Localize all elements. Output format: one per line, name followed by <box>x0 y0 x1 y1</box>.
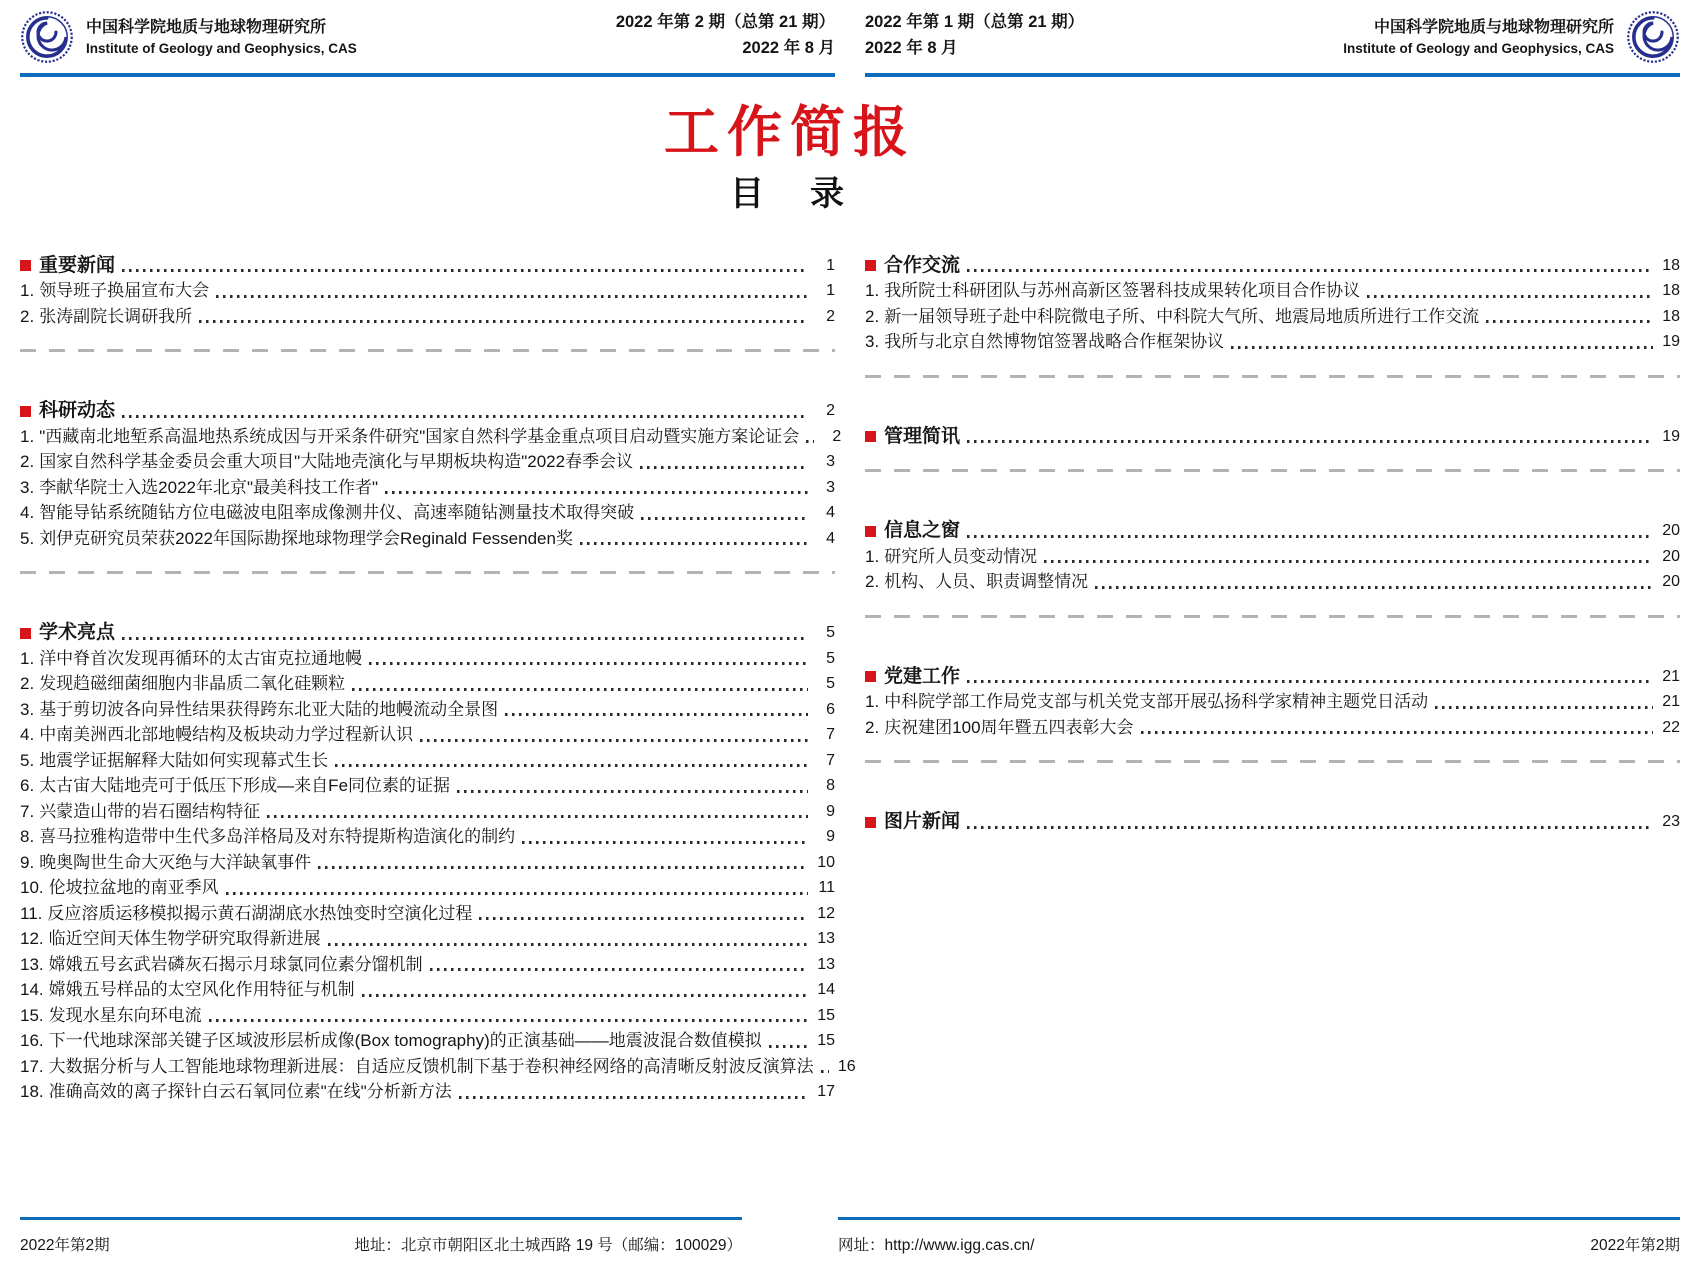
toc-item-title: 研究所人员变动情况 <box>884 546 1038 566</box>
institute-name-en: Institute of Geology and Geophysics, CAS <box>86 40 357 56</box>
toc-item <box>20 278 835 304</box>
toc-item-title: 洋中脊首次发现再循环的太古宙克拉通地幔 <box>39 648 363 668</box>
page-number: 21 <box>1662 667 1680 685</box>
toc-item-title: 地震学证据解释大陆如何实现幕式生长 <box>39 750 329 770</box>
toc-item-number: 15. <box>20 1005 44 1025</box>
footer-issue-label: 2022年第2期 <box>1590 1237 1680 1254</box>
toc-section-title: 科研动态 <box>39 400 116 422</box>
toc-item <box>20 977 835 1003</box>
dot-leader <box>352 688 808 691</box>
page-number: 15 <box>817 1006 835 1024</box>
toc-item <box>20 526 835 552</box>
toc-item <box>20 901 835 927</box>
section-bullet-icon <box>20 260 31 271</box>
toc-item-number: 2. <box>20 452 35 472</box>
toc-item-number: 11. <box>20 903 43 923</box>
toc-item-number: 2. <box>865 306 880 326</box>
dot-leader <box>362 994 808 997</box>
toc-section-title: 管理简讯 <box>884 425 961 447</box>
section-bullet-icon <box>865 817 876 828</box>
page-number: 4 <box>826 504 835 522</box>
toc-item-title: 发现水星东向环电流 <box>48 1005 202 1025</box>
page-number: 2 <box>826 307 835 325</box>
toc-item-number: 6. <box>20 776 35 796</box>
toc-item <box>865 715 1680 741</box>
page-number: 19 <box>1662 333 1680 351</box>
dashed-separator <box>20 571 835 574</box>
page-number: 1 <box>826 256 835 274</box>
page-number: 20 <box>1662 547 1680 565</box>
page-number: 18 <box>1662 282 1680 300</box>
page-number: 18 <box>1662 307 1680 325</box>
toc-item <box>20 1079 835 1105</box>
page-number: 8 <box>826 777 835 795</box>
dot-leader <box>806 440 814 443</box>
section-bullet-icon <box>865 260 876 271</box>
page-number: 12 <box>817 904 835 922</box>
dot-leader <box>328 943 808 946</box>
page-number: 20 <box>1662 573 1680 591</box>
dot-leader <box>1435 706 1653 709</box>
toc-item <box>865 569 1680 595</box>
toc-column-left <box>20 251 856 1105</box>
toc-section-header <box>865 664 1680 690</box>
page-number: 4 <box>826 529 835 547</box>
dot-leader <box>385 491 808 494</box>
toc-item-number: 2. <box>20 306 35 326</box>
dot-leader <box>122 269 808 272</box>
dot-leader <box>420 739 808 742</box>
toc-item-title: 中科院学部工作局党支部与机关党支部开展弘扬科学家精神主题党日活动 <box>884 692 1429 712</box>
toc-item <box>20 926 835 952</box>
section-bullet-icon <box>20 628 31 639</box>
toc-item <box>20 952 835 978</box>
igg-cas-logo-icon <box>1626 10 1680 64</box>
dot-leader <box>1095 586 1653 589</box>
title-block <box>0 103 1580 213</box>
toc-item-number: 2. <box>865 717 880 737</box>
toc-item-number: 14. <box>20 980 44 1000</box>
toc-item-title: 我所与北京自然博物馆签署战略合作框架协议 <box>884 332 1225 352</box>
page-headers <box>0 0 1700 77</box>
dot-leader <box>967 826 1653 829</box>
footer-website: 网址：http://www.igg.cas.cn/ <box>838 1237 1035 1254</box>
footer-address: 地址：北京市朝阳区北土城西路 19 号（邮编：100029） <box>354 1237 742 1254</box>
toc-section-header <box>20 620 835 646</box>
toc-section-title: 学术亮点 <box>39 622 116 644</box>
toc-item-number: 5. <box>20 750 35 770</box>
toc-item-title: 发现趋磁细菌细胞内非晶质二氧化硅颗粒 <box>39 674 346 694</box>
dot-leader <box>318 866 808 869</box>
toc-item <box>865 278 1680 304</box>
toc-item-title: 智能导钻系统随钻方位电磁波电阻率成像测井仪、高速率随钻测量技术取得突破 <box>39 503 635 523</box>
toc-item <box>20 1003 835 1029</box>
toc-item <box>20 773 835 799</box>
page-number: 7 <box>826 751 835 769</box>
institute-name-cn: 中国科学院地质与地球物理研究所 <box>86 18 327 36</box>
toc-item-number: 9. <box>20 852 35 872</box>
issue-number: 2022 年第 2 期（总第 21 期） <box>615 13 835 31</box>
dashed-separator <box>865 375 1680 378</box>
page-number: 19 <box>1662 427 1680 445</box>
toc-item-title: 反应溶质运移模拟揭示黄石湖湖底水热蚀变时空演化过程 <box>47 903 473 923</box>
toc-item-title: 刘伊克研究员荣获2022年国际勘探地球物理学会Reginald Fessenden奖 <box>39 528 573 548</box>
issue-info-left <box>616 10 835 61</box>
toc-item <box>20 646 835 672</box>
section-bullet-icon <box>865 671 876 682</box>
dot-leader <box>967 269 1653 272</box>
page-number: 5 <box>826 649 835 667</box>
toc-item-number: 1. <box>20 426 35 446</box>
toc-section-header <box>865 809 1680 835</box>
toc-item <box>865 329 1680 355</box>
dashed-separator <box>20 349 835 352</box>
toc-item <box>20 1028 835 1054</box>
toc-item-title: 伦坡拉盆地的南亚季风 <box>48 878 219 898</box>
toc-item-title: 李献华院士入选2022年北京"最美科技工作者" <box>39 477 379 497</box>
page-number: 7 <box>826 726 835 744</box>
toc-item <box>20 850 835 876</box>
toc-item <box>865 544 1680 570</box>
toc-item-number: 5. <box>20 528 35 548</box>
toc-item-number: 18. <box>20 1082 44 1102</box>
section-bullet-icon <box>20 406 31 417</box>
dot-leader <box>226 892 808 895</box>
page-number: 11 <box>818 879 835 897</box>
toc-item-title: "西藏南北地堑系高温地热系统成因与开采条件研究"国家自然科学基金重点项目启动暨实施方案论证会 <box>39 426 800 446</box>
footer-left-page <box>20 1217 742 1255</box>
page-number: 23 <box>1662 813 1680 831</box>
dot-leader <box>580 542 808 545</box>
page-number: 5 <box>826 675 835 693</box>
dot-leader <box>267 815 808 818</box>
toc-item <box>20 722 835 748</box>
toc-section-header <box>20 398 835 424</box>
page-title: 工作简报 <box>663 102 916 163</box>
page-number: 6 <box>826 700 835 718</box>
toc-item-number: 17. <box>20 1056 44 1076</box>
toc-item-title: 嫦娥五号样品的太空风化作用特征与机制 <box>48 980 355 1000</box>
page-number: 14 <box>817 981 835 999</box>
dot-leader <box>640 466 808 469</box>
toc-item-title: 国家自然科学基金委员会重大项目"大陆地壳演化与早期板块构造"2022春季会议 <box>39 452 634 472</box>
toc-section-title: 党建工作 <box>884 665 961 687</box>
issue-date: 2022 年 8 月 <box>865 38 958 57</box>
toc-item <box>20 748 835 774</box>
toc-section-header <box>20 253 835 279</box>
toc-item <box>865 304 1680 330</box>
toc-section-title: 信息之窗 <box>884 520 961 542</box>
page-number: 13 <box>817 955 835 973</box>
toc-item-title: 中南美洲西北部地幔结构及板块动力学过程新认识 <box>39 725 414 745</box>
dashed-separator <box>865 469 1680 472</box>
issue-info-right <box>865 10 1084 61</box>
dashed-separator <box>865 615 1680 618</box>
header-left-page <box>20 10 835 77</box>
toc-item-number: 1. <box>20 648 35 668</box>
dot-leader <box>1231 346 1653 349</box>
page-number: 16 <box>837 1057 856 1075</box>
section-bullet-icon <box>865 526 876 537</box>
page-number: 1 <box>826 282 835 300</box>
toc-item-title: 准确高效的离子探针白云石氧同位素"在线"分析新方法 <box>48 1082 452 1102</box>
page-number: 9 <box>826 828 835 846</box>
toc-item-number: 1. <box>20 281 35 301</box>
institute-name-right <box>1343 16 1614 59</box>
dot-leader <box>459 1096 808 1099</box>
dot-leader <box>1044 560 1653 563</box>
toc-item-number: 1. <box>865 692 880 712</box>
issue-number: 2022 年第 1 期（总第 21 期） <box>865 13 1085 31</box>
dot-leader <box>1141 731 1653 734</box>
dot-leader <box>505 713 808 716</box>
page-number: 9 <box>826 802 835 820</box>
toc-section-title: 合作交流 <box>884 254 961 276</box>
footer-right-page <box>838 1217 1680 1255</box>
page-number: 2 <box>826 402 835 420</box>
dot-leader <box>122 415 808 418</box>
section-bullet-icon <box>865 431 876 442</box>
toc-item-title: 太古宙大陆地壳可于低压下形成—来自Fe同位素的证据 <box>39 776 451 796</box>
toc-item <box>20 875 835 901</box>
toc-item-title: 大数据分析与人工智能地球物理新进展：自适应反馈机制下基于卷积神经网络的高清晰反射波反演算法 <box>48 1056 814 1076</box>
dashed-separator <box>865 760 1680 763</box>
page-number: 10 <box>817 853 835 871</box>
toc-item <box>20 1054 856 1080</box>
footer-issue-label: 2022年第2期 <box>20 1237 110 1254</box>
dot-leader <box>457 790 808 793</box>
toc-item-title: 嫦娥五号玄武岩磷灰石揭示月球氯同位素分馏机制 <box>48 954 423 974</box>
toc-item-number: 7. <box>20 801 35 821</box>
toc-item-title: 领导班子换届宣布大会 <box>39 281 210 301</box>
page-number: 15 <box>817 1032 835 1050</box>
dot-leader <box>122 637 808 640</box>
toc-item-title: 喜马拉雅构造带中生代多岛洋格局及对东特提斯构造演化的制约 <box>39 827 516 847</box>
dot-leader <box>1486 320 1653 323</box>
page-number: 2 <box>832 427 842 445</box>
toc-heading: 目 录 <box>730 175 850 213</box>
issue-date: 2022 年 8 月 <box>742 38 835 57</box>
toc-item-number: 10. <box>20 878 44 898</box>
dot-leader <box>967 535 1653 538</box>
toc-item-number: 2. <box>865 572 880 592</box>
toc-section-title: 重要新闻 <box>39 254 116 276</box>
toc-item-number: 1. <box>865 546 880 566</box>
toc-item <box>865 689 1680 715</box>
toc-item-title: 张涛副院长调研我所 <box>39 306 193 326</box>
toc-item-number: 8. <box>20 827 35 847</box>
page-number: 3 <box>826 478 835 496</box>
toc-section-header <box>865 518 1680 544</box>
dot-leader <box>335 764 808 767</box>
page-number: 17 <box>817 1083 835 1101</box>
toc-item-title: 庆祝建团100周年暨五四表彰大会 <box>884 717 1134 737</box>
institute-identity-left <box>20 10 357 64</box>
dot-leader <box>769 1045 808 1048</box>
toc-item-number: 4. <box>20 725 35 745</box>
toc-item-title: 临近空间天体生物学研究取得新进展 <box>48 929 321 949</box>
toc-item-title: 我所院士科研团队与苏州高新区签署科技成果转化项目合作协议 <box>884 281 1361 301</box>
toc-item <box>20 424 842 450</box>
toc-item <box>20 500 835 526</box>
toc-section-header <box>865 424 1680 450</box>
dot-leader <box>199 320 808 323</box>
toc-item-title: 机构、人员、职责调整情况 <box>884 572 1089 592</box>
institute-name-cn: 中国科学院地质与地球物理研究所 <box>1373 18 1614 36</box>
toc-item-title: 晚奥陶世生命大灭绝与大洋缺氧事件 <box>39 852 312 872</box>
dot-leader <box>967 440 1653 443</box>
toc-column-right <box>865 251 1680 1105</box>
toc-item-number: 1. <box>865 281 880 301</box>
toc-section-title: 图片新闻 <box>884 811 961 833</box>
page-number: 3 <box>826 453 835 471</box>
dot-leader <box>1367 295 1653 298</box>
toc-item-number: 13. <box>20 954 44 974</box>
toc-item-number: 16. <box>20 1031 44 1051</box>
toc-item-number: 3. <box>20 477 35 497</box>
page-number: 5 <box>826 624 835 642</box>
page-number: 21 <box>1662 693 1680 711</box>
dot-leader <box>967 680 1653 683</box>
toc-item-number: 2. <box>20 674 35 694</box>
institute-name-en: Institute of Geology and Geophysics, CAS <box>1343 40 1614 56</box>
toc-item-title: 兴蒙造山带的岩石圈结构特征 <box>39 801 261 821</box>
dot-leader <box>430 968 808 971</box>
toc-item-number: 3. <box>865 332 880 352</box>
toc-item <box>20 304 835 330</box>
institute-name-left <box>86 16 357 59</box>
dot-leader <box>641 517 808 520</box>
toc-item-number: 3. <box>20 699 35 719</box>
toc-item-title: 新一届领导班子赴中科院微电子所、中科院大气所、地震局地质所进行工作交流 <box>884 306 1480 326</box>
toc-item <box>20 697 835 723</box>
institute-identity-right <box>1343 10 1680 64</box>
dot-leader <box>209 1019 808 1022</box>
page-number: 13 <box>817 930 835 948</box>
page-number: 20 <box>1662 522 1680 540</box>
dot-leader <box>821 1070 829 1073</box>
toc-item <box>20 475 835 501</box>
toc-item <box>20 824 835 850</box>
dot-leader <box>522 841 808 844</box>
page-number: 22 <box>1662 718 1680 736</box>
page-footers <box>0 1217 1700 1255</box>
toc-item-title: 基于剪切波各向异性结果获得跨东北亚大陆的地幔流动全景图 <box>39 699 499 719</box>
dot-leader <box>479 917 808 920</box>
toc-item <box>20 449 835 475</box>
toc-item <box>20 671 835 697</box>
toc-item-number: 4. <box>20 503 35 523</box>
toc-item-number: 12. <box>20 929 44 949</box>
toc-item <box>20 799 835 825</box>
page-number: 18 <box>1662 256 1680 274</box>
dot-leader <box>216 295 808 298</box>
header-right-page <box>865 10 1680 77</box>
toc-section-header <box>865 253 1680 279</box>
toc-columns <box>0 251 1700 1105</box>
dot-leader <box>369 662 808 665</box>
igg-cas-logo-icon <box>20 10 74 64</box>
toc-item-title: 下一代地球深部关键子区域波形层析成像(Box tomography)的正演基础——地震波混合数值模拟 <box>48 1031 762 1051</box>
